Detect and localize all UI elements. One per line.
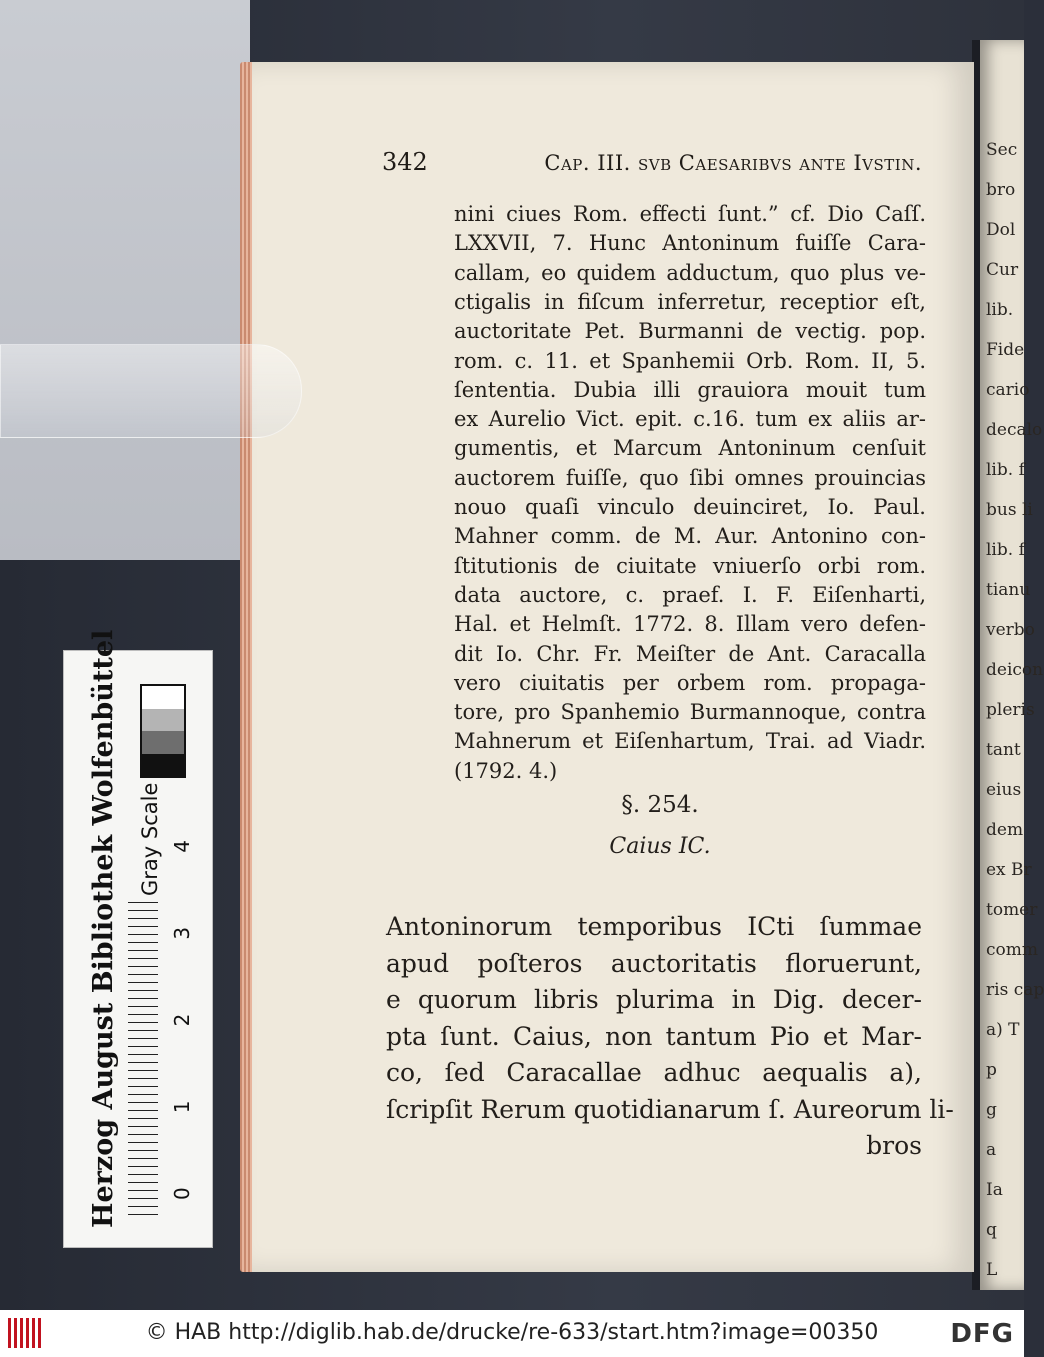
- facing-page-fragment: Dol: [986, 220, 1016, 240]
- facing-page-fragment: bro: [986, 180, 1016, 200]
- scale-number: 1: [170, 1100, 194, 1114]
- footer-link[interactable]: © HAB http://diglib.hab.de/drucke/re-633/start.htm?image=00350: [145, 1320, 879, 1345]
- facing-page-fragment: decalo: [986, 420, 1043, 440]
- facing-page-fragment: p: [986, 1060, 997, 1080]
- facing-page-fragment: g: [986, 1100, 997, 1120]
- text-line: auctoritate Pet. Burmanni de vectig. pop.: [454, 319, 926, 344]
- text-line: Mahnerum et Eiſenhartum, Trai. ad Viadr.: [454, 729, 926, 754]
- scale-number: 4: [170, 840, 194, 853]
- page-edge: [240, 62, 252, 1272]
- facing-page-fragment: bus li: [986, 500, 1033, 520]
- section-number: §. 254.: [621, 792, 699, 818]
- body-line: co, ſed Caracallae adhuc aequalis a),: [386, 1058, 922, 1087]
- facing-page-fragment: Fide: [986, 340, 1025, 360]
- section-heading: Caius IC.: [609, 834, 711, 859]
- facing-page-fragment: q: [986, 1220, 997, 1240]
- facing-page-fragment: cario: [986, 380, 1030, 400]
- facing-page-fragment: Ia: [986, 1180, 1003, 1200]
- facing-page-fragment: comm: [986, 940, 1038, 960]
- running-head: Cap. III. svb Caesaribvs ante Ivstin.: [544, 151, 922, 175]
- text-line: (1792. 4.): [454, 758, 558, 783]
- text-line: nini ciues Rom. effecti ſunt.” cf. Dio Caſſ.: [454, 202, 926, 226]
- gray-swatch: [142, 754, 184, 777]
- ruler-institution: Herzog August Bibliothek Wolfenbüttel: [88, 629, 119, 1228]
- body-line: pta ſunt. Caius, non tantum Pio et Mar-: [386, 1021, 922, 1051]
- gray-swatches: [140, 684, 186, 778]
- facing-page-fragment: tianu: [986, 580, 1031, 600]
- gray-swatch: [142, 731, 184, 754]
- facing-page-fragment: a) T: [986, 1020, 1020, 1040]
- text-line: rom. c. 11. et Spanhemii Orb. Rom. II, 5.: [454, 348, 926, 373]
- text-line: data auctore, c. praef. I. F. Eiſenharti,: [454, 582, 926, 607]
- facing-page-fragment: eius: [986, 780, 1022, 800]
- text-line: gumentis, et Marcum Antoninum cenſuit: [454, 436, 926, 461]
- facing-page-fragment: Cur: [986, 260, 1019, 280]
- text-line: LXXVII, 7. Hunc Antoninum fuiſſe Cara-: [454, 231, 926, 256]
- gray-swatch: [142, 686, 184, 709]
- facing-page-fragment: tant: [986, 740, 1021, 760]
- facing-page-fragment: ex Br: [986, 860, 1032, 880]
- scale-number: 0: [170, 1187, 194, 1200]
- text-line: nouo quaſi vinculo deuinciret, Io. Paul.: [454, 495, 926, 519]
- text-line: callam, eo quidem adductum, quo plus ve-: [454, 260, 926, 285]
- page-holder-clip: [0, 344, 302, 438]
- facing-page-fragment: a: [986, 1140, 997, 1160]
- text-line: Mahner comm. de M. Aur. Antonino con-: [454, 524, 926, 549]
- facing-page-fragment: L: [986, 1260, 998, 1280]
- ruler-scale-numbers: [170, 840, 194, 1200]
- page-number: 342: [382, 148, 428, 176]
- body-line: apud poſteros auctoritatis floruerunt,: [386, 948, 922, 978]
- body-line: bros: [866, 1131, 922, 1160]
- text-line: auctorem fuiſſe, quo ſibi omnes prouincias: [454, 465, 926, 490]
- dfg-logo: DFG: [950, 1319, 1014, 1349]
- body-line: e quorum libris plurima in Dig. decer-: [386, 985, 922, 1014]
- facing-page-fragment: lib.: [986, 300, 1014, 320]
- gray-scale-label: Gray Scale: [138, 782, 162, 896]
- scale-number: 3: [170, 926, 194, 940]
- ruler-ticks: [128, 902, 158, 1218]
- text-line: vero ciuitatis per orbem rom. propaga-: [454, 670, 926, 695]
- body-line: ſcripſit Rerum quotidianarum ſ. Aureorum li-: [386, 1094, 954, 1124]
- text-line: ſtitutionis de ciuitate vniuerſo orbi rom.: [454, 553, 926, 578]
- facing-page-fragment: dem: [986, 820, 1024, 840]
- facing-page-fragment: verbo: [986, 620, 1035, 640]
- gray-swatch: [142, 709, 184, 732]
- text-line: ſententia. Dubia illi grauiora mouit tum: [454, 377, 926, 402]
- background-light: [0, 0, 250, 560]
- scale-number: 2: [170, 1013, 194, 1027]
- text-line: tore, pro Spanhemio Burmannoque, contra: [454, 700, 926, 725]
- body-line: Antoninorum temporibus ICti ſummae: [386, 912, 922, 941]
- viewer-footer: [0, 1310, 1024, 1357]
- facing-page-fragment: Sec: [986, 140, 1018, 160]
- facing-page: [978, 40, 1044, 1290]
- text-line: dit Io. Chr. Fr. Meiſter de Ant. Caracalla: [454, 641, 926, 666]
- facing-page-fragment: pleris: [986, 700, 1035, 720]
- facing-page-fragment: tomer: [986, 900, 1038, 920]
- text-line: Hal. et Helmſt. 1772. 8. Illam vero defen-: [454, 612, 926, 637]
- facing-page-fragment: lib. f: [986, 460, 1025, 480]
- text-line: ctigalis in fiſcum inferretur, receptior eſt,: [454, 289, 926, 314]
- facing-page-fragment: deicon: [986, 660, 1044, 680]
- text-line: ex Aurelio Vict. epit. c.16. tum ex aliis ar-: [454, 407, 926, 432]
- facing-page-fragment: ris cap: [986, 980, 1044, 1000]
- facing-page-fragment: lib. f: [986, 540, 1025, 560]
- page-header: [382, 148, 922, 176]
